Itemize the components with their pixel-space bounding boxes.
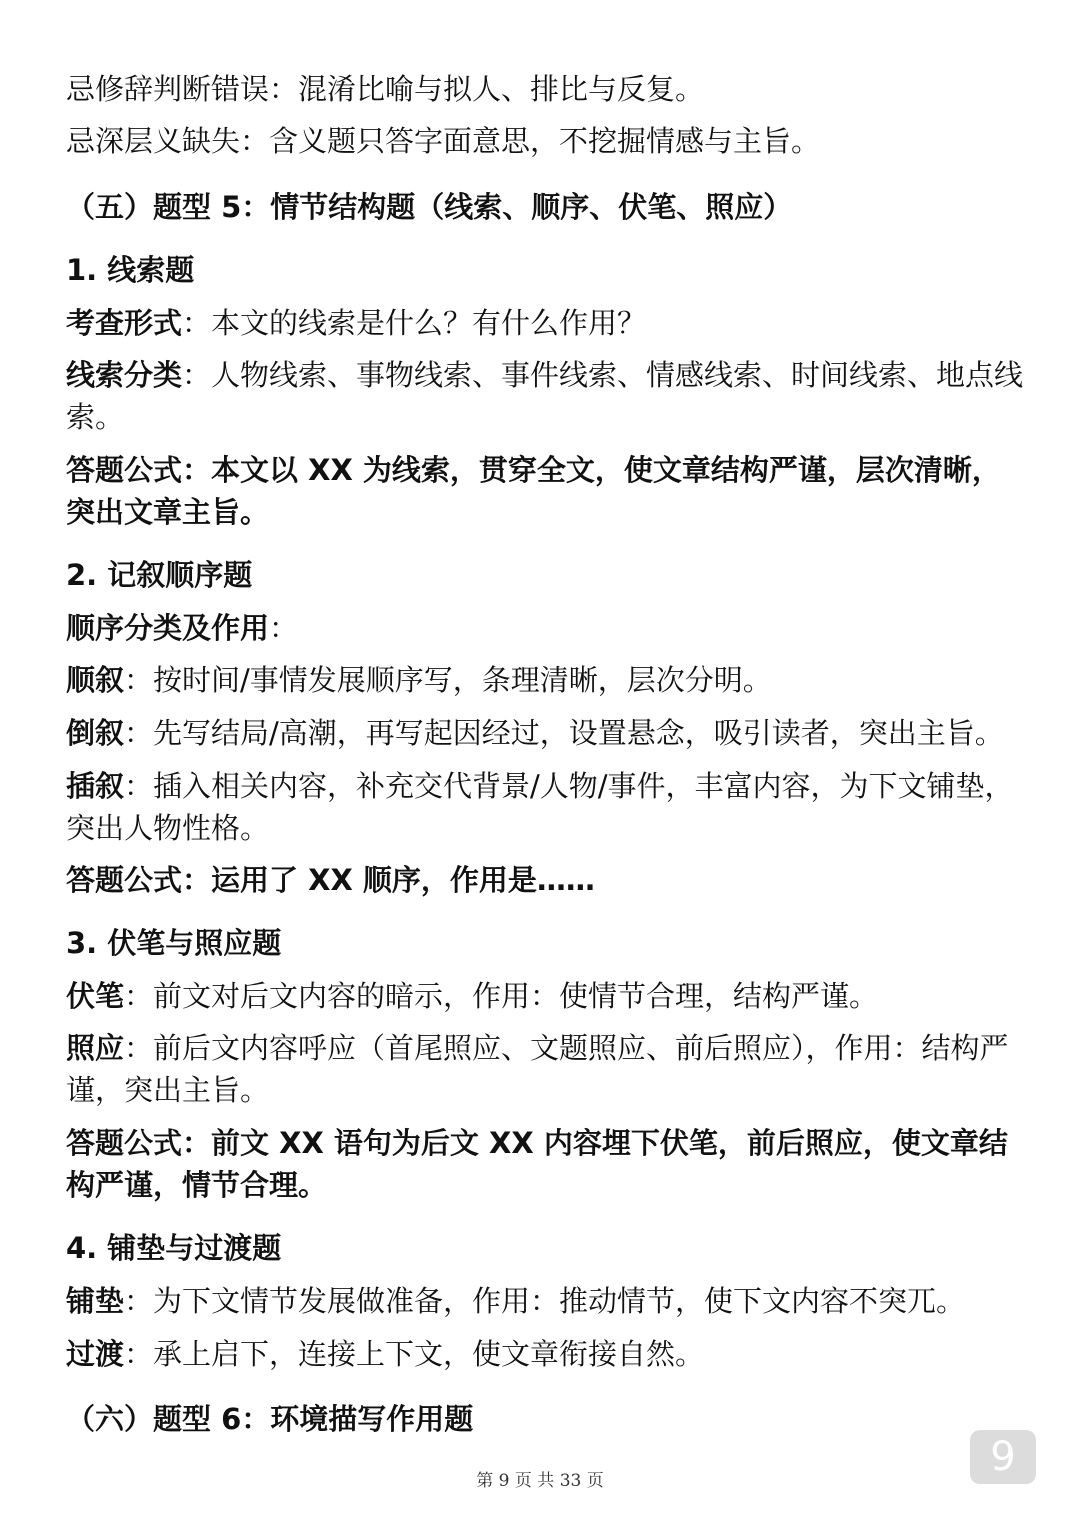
term-label: 铺垫 (66, 1284, 125, 1318)
paragraph (66, 1280, 1026, 1322)
page-footer: 第 9 页 共 33 页 (476, 1471, 604, 1491)
term-text: ：承上启下，连接上下文，使文章衔接自然。 (124, 1337, 705, 1371)
term-label: 答题公式 (66, 863, 183, 897)
paragraph (66, 302, 1026, 344)
term-text: ：运用了 XX 顺序，作用是…… (182, 863, 595, 897)
formula-paragraph (66, 859, 1026, 901)
term-label: 伏笔 (66, 979, 125, 1013)
term-text: ：前文对后文内容的暗示，作用：使情节合理，结构严谨。 (124, 979, 879, 1013)
term-text: ：前文 XX 语句为后文 XX 内容埋下伏笔，前后照应，使文章结构严谨，情节合理。 (66, 1126, 1008, 1202)
paragraph (66, 712, 1026, 754)
paragraph (66, 765, 1026, 849)
term-text: ：插入相关内容，补充交代背景/人物/事件，丰富内容，为下文铺垫，突出人物性格。 (66, 769, 1014, 845)
term-text: ：本文的线索是什么？有什么作用？ (182, 306, 647, 340)
term-text: ：先写结局/高潮，再写起因经过，设置悬念，吸引读者，突出主旨。 (124, 716, 1004, 750)
term-label: 答题公式 (66, 453, 183, 487)
paragraph (66, 354, 1026, 438)
subsection-heading: 1. 线索题 (66, 253, 195, 287)
term-text: ：按时间/事情发展顺序写，条理清晰，层次分明。 (124, 663, 772, 697)
subsection-heading: 2. 记叙顺序题 (66, 558, 253, 592)
term-text: ：人物线索、事物线索、事件线索、情感线索、时间线索、地点线索。 (66, 358, 1024, 434)
text-line: 忌深层义缺失：含义题只答字面意思，不挖掘情感与主旨。 (66, 124, 821, 158)
term-label: 顺序分类及作用 (66, 611, 270, 645)
term-text: ：为下文情节发展做准备，作用：推动情节，使下文内容不突兀。 (124, 1284, 966, 1318)
section-heading: （六）题型 6：环境描写作用题 (66, 1402, 474, 1436)
term-text: ：前后文内容呼应（首尾照应、文题照应、前后照应），作用：结构严谨，突出主旨。 (66, 1031, 1009, 1107)
term-text: ： (269, 611, 299, 645)
formula-paragraph (66, 449, 1026, 533)
paragraph (66, 607, 1026, 649)
subsection-heading: 4. 铺垫与过渡题 (66, 1231, 282, 1265)
term-label: 倒叙 (66, 716, 125, 750)
page-number-badge: 9 (970, 1430, 1036, 1484)
term-label: 线索分类 (66, 358, 183, 392)
term-label: 插叙 (66, 769, 125, 803)
formula-paragraph (66, 1122, 1026, 1206)
paragraph (66, 1027, 1026, 1111)
term-label: 答题公式 (66, 1126, 183, 1160)
term-label: 照应 (66, 1031, 125, 1065)
term-label: 顺叙 (66, 663, 125, 697)
text-line: 忌修辞判断错误：混淆比喻与拟人、排比与反复。 (66, 72, 705, 106)
paragraph (66, 1333, 1026, 1375)
subsection-heading: 3. 伏笔与照应题 (66, 926, 282, 960)
section-heading: （五）题型 5：情节结构题（线索、顺序、伏笔、照应） (66, 190, 793, 224)
paragraph (66, 975, 1026, 1017)
term-label: 考查形式 (66, 306, 183, 340)
term-text: ：本文以 XX 为线索，贯穿全文，使文章结构严谨，层次清晰，突出文章主旨。 (66, 453, 1001, 529)
paragraph (66, 659, 1026, 701)
term-label: 过渡 (66, 1337, 125, 1371)
